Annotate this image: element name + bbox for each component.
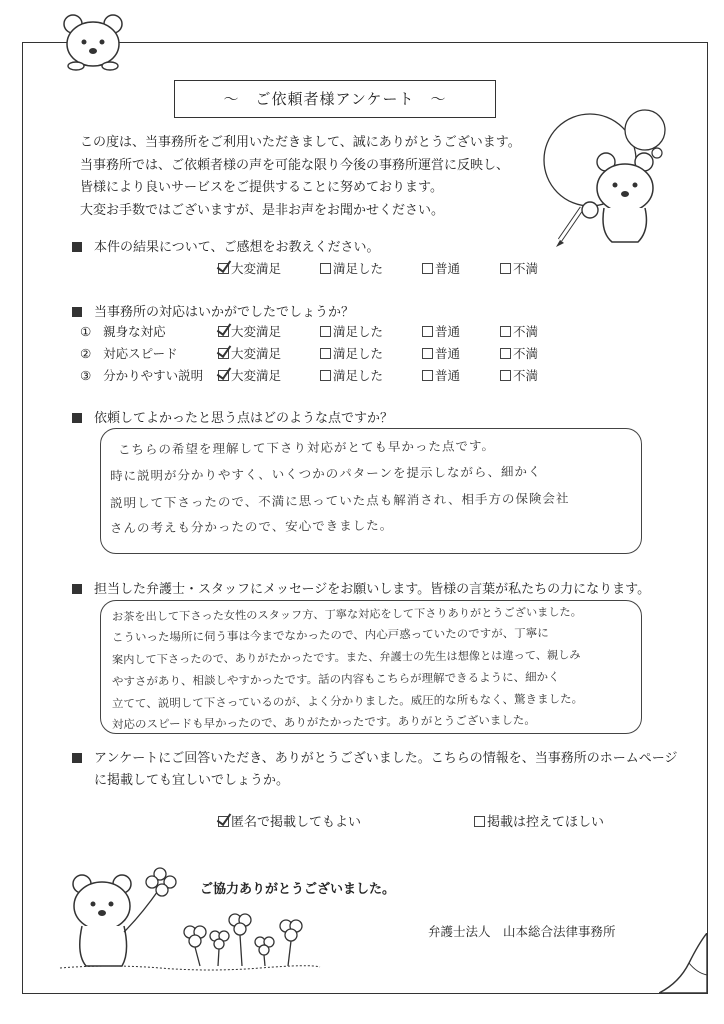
intro-text	[80, 132, 540, 222]
option-label: 満足した	[333, 324, 384, 339]
q1-option-normal[interactable]	[422, 259, 460, 277]
option-label: 満足した	[333, 346, 384, 361]
option-label: 不満	[513, 324, 539, 339]
option-label: 不満	[513, 346, 539, 361]
checkbox-icon[interactable]	[500, 326, 511, 337]
q2-3-option-very-satisfied[interactable]	[218, 366, 281, 384]
q5-option-decline[interactable]	[474, 811, 604, 830]
q2-3-option-normal[interactable]	[422, 366, 460, 384]
q2-2-option-satisfied[interactable]	[320, 344, 383, 362]
q2-1-option-satisfied[interactable]	[320, 322, 383, 340]
bullet-square-icon	[72, 307, 82, 317]
item-number: ③	[80, 368, 92, 383]
q2-item-2	[80, 344, 178, 362]
bullet-square-icon	[72, 584, 82, 594]
checkbox-checked-icon[interactable]	[218, 326, 229, 337]
item-label: 分かりやすい説明	[103, 368, 204, 383]
checkbox-icon[interactable]	[320, 263, 331, 274]
option-label: 普通	[435, 346, 461, 361]
question-1-text: 本件の結果について、ご感想をお教えください。	[94, 240, 380, 255]
item-label: 対応スピード	[103, 346, 178, 361]
checkbox-icon[interactable]	[422, 326, 433, 337]
checkbox-icon[interactable]	[422, 263, 433, 274]
question-5	[72, 747, 677, 766]
firm-name: 弁護士法人 山本総合法律事務所	[428, 924, 616, 939]
checkbox-checked-icon[interactable]	[218, 263, 229, 274]
q2-item-3	[80, 366, 203, 384]
q1-option-very-satisfied[interactable]	[218, 259, 281, 277]
bullet-square-icon	[72, 242, 82, 252]
checkbox-icon[interactable]	[500, 263, 511, 274]
q2-1-option-normal[interactable]	[422, 322, 460, 340]
page-curl-icon	[659, 933, 707, 993]
q4-answer-line: やすさがあり、相談しやすかったです。話の内容もこちらが理解できるように、細かく	[111, 669, 560, 689]
q1-option-satisfied[interactable]	[320, 259, 383, 277]
q2-3-option-dissatisfied[interactable]	[500, 366, 538, 384]
q1-option-dissatisfied[interactable]	[500, 259, 538, 277]
question-2	[72, 301, 354, 320]
q2-2-option-very-satisfied[interactable]	[218, 344, 281, 362]
option-label: 匿名で掲載してもよい	[231, 815, 362, 830]
option-label: 不満	[513, 261, 539, 276]
question-5-text: アンケートにご回答いただき、ありがとうございました。こちらの情報を、当事務所のホームページ	[94, 751, 678, 766]
q4-answer-line: 立てて、説明して下さっているのが、よく分かりました。威圧的な所もなく、驚きました。	[111, 691, 584, 711]
intro-line: 大変お手数ではございますが、是非お声をお聞かせください。	[80, 202, 445, 218]
q4-answer-line: 案内して下さったので、ありがたかったです。また、弁護士の先生は想像とは違って、親しみ	[111, 648, 581, 667]
question-3	[72, 407, 393, 426]
item-number: ②	[80, 346, 92, 361]
checkbox-icon[interactable]	[422, 348, 433, 359]
peeking-bear-icon	[58, 12, 128, 70]
checkbox-icon[interactable]	[320, 326, 331, 337]
question-1	[72, 236, 379, 255]
question-4	[72, 578, 650, 597]
q3-answer-line: さんの考えも分かったので、安心できました。	[109, 517, 394, 536]
intro-line: 当事務所では、ご依頼者様の声を可能な限り今後の事務所運営に反映し、	[80, 157, 510, 173]
q2-1-option-very-satisfied[interactable]	[218, 322, 281, 340]
option-label: 大変満足	[231, 324, 282, 339]
bullet-square-icon	[72, 753, 82, 763]
option-label: 不満	[513, 368, 539, 383]
survey-title: ～ ご依頼者様アンケート ～	[174, 80, 496, 118]
checkbox-icon[interactable]	[422, 370, 433, 381]
option-label: 普通	[435, 261, 461, 276]
q4-answer-line: 対応のスピードも早かったので、ありがたかったです。ありがとうございました。	[111, 712, 536, 732]
question-3-text: 依頼してよかったと思う点はどのような点ですか？	[94, 411, 394, 426]
option-label: 大変満足	[231, 346, 282, 361]
q3-answer-line: 時に説明が分かりやすく、いくつかのパターンを提示しながら、細かく	[109, 463, 542, 484]
q3-answer-line: 説明して下さったので、不満に思っていた点も解消され、相手方の保険会社	[109, 490, 570, 511]
option-label: 大変満足	[231, 368, 282, 383]
option-label: 普通	[435, 324, 461, 339]
option-label: 満足した	[333, 368, 384, 383]
option-label: 満足した	[333, 261, 384, 276]
q2-1-option-dissatisfied[interactable]	[500, 322, 538, 340]
checkbox-icon[interactable]	[500, 370, 511, 381]
checkbox-checked-icon[interactable]	[218, 348, 229, 359]
closing-message: ご協力ありがとうございました。	[200, 882, 396, 897]
item-number: ①	[80, 324, 92, 339]
checkbox-icon[interactable]	[320, 370, 331, 381]
q2-2-option-normal[interactable]	[422, 344, 460, 362]
q4-answer-line: こういった場所に伺う事は今までなかったので、内心戸惑っていたのですが、丁寧に	[111, 625, 549, 645]
option-label: 大変満足	[231, 261, 282, 276]
q2-2-option-dissatisfied[interactable]	[500, 344, 538, 362]
checkbox-icon[interactable]	[500, 348, 511, 359]
bullet-square-icon	[72, 413, 82, 423]
checkbox-checked-icon[interactable]	[218, 816, 229, 827]
checkbox-icon[interactable]	[474, 816, 485, 827]
option-label: 普通	[435, 368, 461, 383]
bear-with-pencil-icon	[520, 100, 700, 250]
q4-answer-line: お茶を出して下さった女性のスタッフ方、丁寧な対応をして下さりありがとうございました。	[111, 605, 582, 624]
q3-answer-line: こちらの希望を理解して下さり対応がとても早かった点です。	[117, 438, 496, 457]
q2-3-option-satisfied[interactable]	[320, 366, 383, 384]
question-5-text-cont: に掲載しても宜しいでしょうか。	[94, 773, 290, 788]
question-2-text: 当事務所の対応はいかがでしたでしょうか？	[94, 305, 355, 320]
checkbox-checked-icon[interactable]	[218, 370, 229, 381]
checkbox-icon[interactable]	[320, 348, 331, 359]
item-label: 親身な対応	[103, 324, 166, 339]
intro-line: 皆様により良いサービスをご提供することに努めております。	[80, 180, 443, 195]
option-label: 掲載は控えてほしい	[487, 815, 605, 830]
q2-item-1	[80, 322, 166, 340]
q5-option-anonymous-ok[interactable]	[218, 811, 361, 830]
question-4-text: 担当した弁護士・スタッフにメッセージをお願いします。皆様の言葉が私たちの力になります。	[94, 582, 651, 597]
intro-line: この度は、当事務所をご利用いただきまして、誠にありがとうございます。	[80, 135, 521, 150]
